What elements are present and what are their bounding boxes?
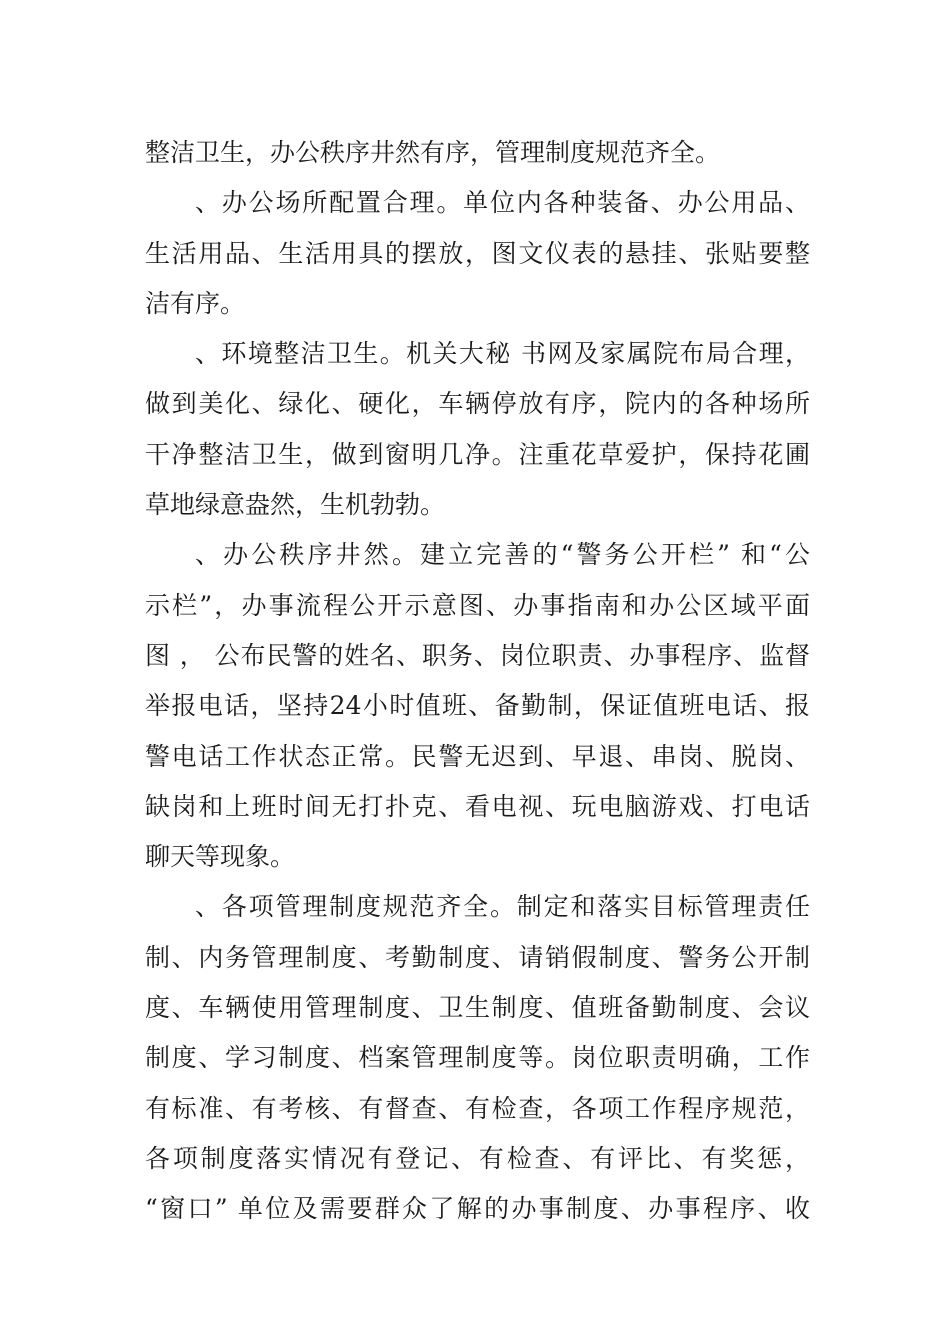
document-body	[145, 128, 810, 1235]
text-line: 度、车辆使用管理制度、卫生制度、值班备勤制度、会议	[145, 993, 810, 1023]
text-line: 草地绿意盎然，生机勃勃。	[145, 490, 446, 520]
text-line: 制、内务管理制度、考勤制度、请销假制度、警务公开制	[145, 942, 810, 972]
text-line: 图 ， 公布民警的姓名、职务、岗位职责、办事程序、监督	[145, 640, 810, 670]
text-line: 生活用品、生活用具的摆放，图文仪表的悬挂、张贴要整	[145, 238, 810, 268]
text-line: “窗口” 单位及需要群众了解的办事制度、办事程序、收	[145, 1194, 810, 1224]
text-line: 整洁卫生，办公秩序井然有序，管理制度规范齐全。	[145, 138, 721, 167]
text-line: 各项制度落实情况有登记、有检查、有评比、有奖惩，	[145, 1143, 810, 1173]
paragraph-start-line: 、环境整洁卫生。机关大秘 书网及家属院布局合理，	[195, 339, 810, 369]
paragraph-start-line: 、办公场所配置合理。单位内各种装备、办公用品、	[195, 188, 810, 218]
text-line: 缺岗和上班时间无打扑克、看电视、玩电脑游戏、打电话	[145, 791, 810, 821]
text-line: 制度、学习制度、档案管理制度等。岗位职责明确，工作	[145, 1043, 810, 1073]
text-line: 洁有序。	[145, 288, 246, 318]
text-line: 聊天等现象。	[145, 842, 296, 872]
text-line: 干净整洁卫生，做到窗明几净。注重花草爱护，保持花圃	[145, 439, 810, 469]
text-line: 做到美化、绿化、硬化，车辆停放有序，院内的各种场所	[145, 389, 810, 419]
text-line: 举报电话，坚持24小时值班、备勤制，保证值班电话、报	[145, 691, 810, 721]
text-line: 警电话工作状态正常。民警无迟到、早退、串岗、脱岗、	[145, 741, 810, 771]
paragraph-start-line: 、办公秩序井然。建立完善的“警务公开栏” 和“公	[195, 540, 810, 570]
text-line: 示栏”，办事流程公开示意图、办事指南和办公区域平面	[145, 590, 810, 620]
paragraph-start-line: 、各项管理制度规范齐全。制定和落实目标管理责任	[195, 892, 810, 922]
text-line: 有标准、有考核、有督查、有检查，各项工作程序规范，	[145, 1093, 810, 1123]
